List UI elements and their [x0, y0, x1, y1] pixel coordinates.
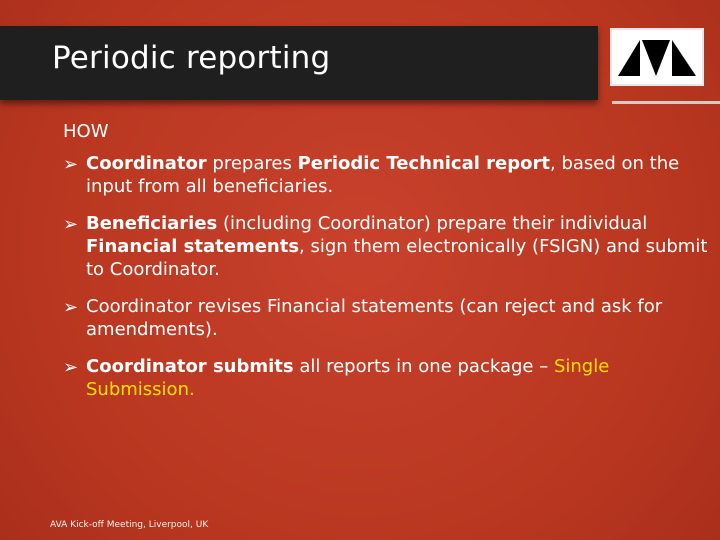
bullet-text: , based on the input from all beneficiaries.: [86, 153, 680, 197]
bullet-item: [63, 355, 708, 401]
bullet-item: [63, 295, 708, 341]
arrow-right-icon: ➢: [63, 154, 79, 175]
bullet-text: Periodic Technical report: [297, 153, 551, 174]
arrow-right-icon: ➢: [63, 357, 79, 378]
section-heading: HOW: [63, 121, 109, 142]
bullet-text: Single Submission.: [86, 356, 610, 400]
bullet-text: , sign them electronically (FSIGN) and submit to Coordinator.: [86, 236, 708, 280]
logo: [610, 28, 704, 86]
content-area: [63, 120, 708, 415]
bullet-text: Coordinator submits: [86, 356, 294, 377]
bullet-text: Financial statements: [86, 236, 300, 257]
title-accent-line: [612, 101, 720, 104]
ava-logo-icon: [612, 30, 702, 84]
slide-title: Periodic reporting: [52, 40, 331, 76]
footer-text: AVA Kick-off Meeting, Liverpool, UK: [50, 520, 209, 530]
bullet-item: [63, 152, 708, 198]
arrow-right-icon: ➢: [63, 297, 79, 318]
bullet-text: (including Coordinator) prepare their individual: [217, 213, 648, 234]
bullet-item: [63, 212, 708, 281]
bullet-text: prepares: [206, 153, 298, 174]
bullet-text: all reports in one package –: [293, 356, 554, 377]
bullet-text: Beneficiaries: [86, 213, 218, 234]
bullet-list: [63, 152, 708, 401]
bullet-text: Coordinator: [86, 153, 207, 174]
arrow-right-icon: ➢: [63, 214, 79, 235]
bullet-text: Coordinator revises Financial statements (can reject and ask for amendments).: [86, 296, 663, 340]
